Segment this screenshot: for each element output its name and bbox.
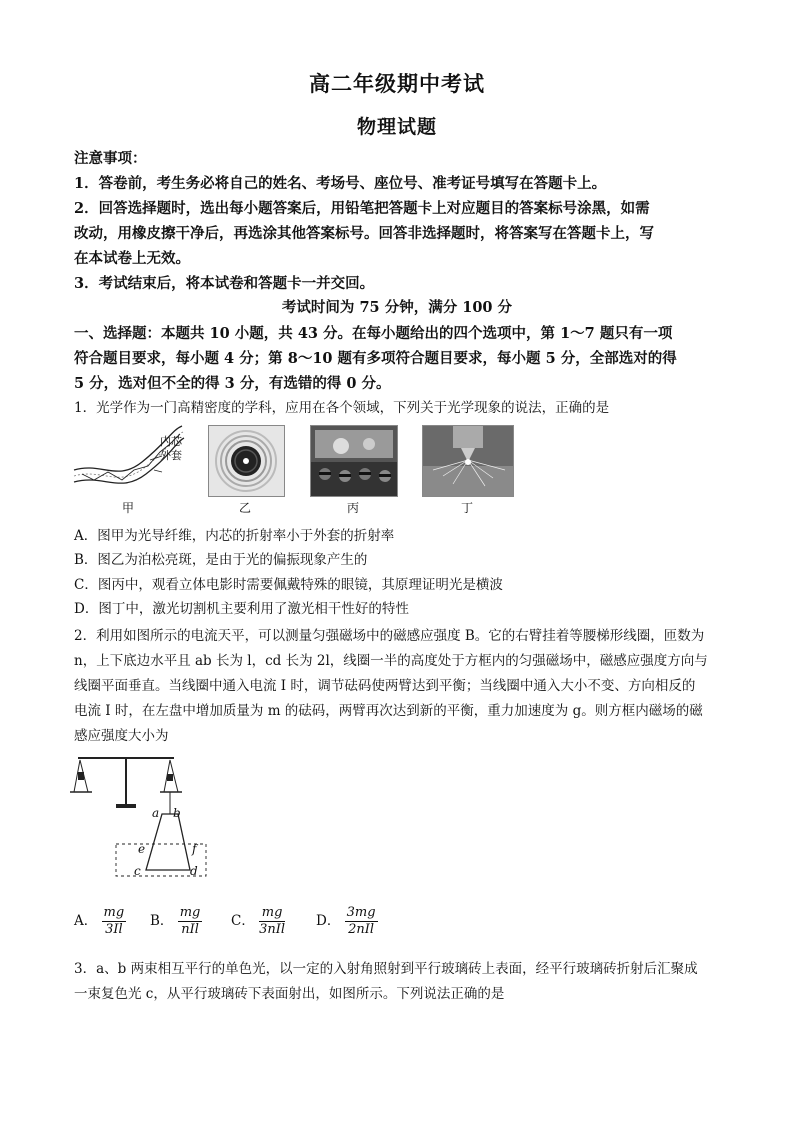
question-2-stem: n，上下底边水平且 ab 长为 l，cd 长为 2l，线圈一半的高度处于方框内的匀强磁场中，磁感应强度方向与 — [74, 653, 708, 669]
exam-title: 高二年级期中考试 — [309, 71, 485, 96]
notice-item: 2．回答选择题时，选出每小题答案后，用铅笔把答题卡上对应题目的答案标号涂黑，如需 — [74, 200, 650, 217]
notice-item: 1．答卷前，考生务必将自己的姓名、考场号、座位号、准考证号填写在答题卡上。 — [74, 175, 607, 192]
coil-label-a: a — [152, 806, 160, 820]
question-2-option-a: A． $\frac{mg}{3Il}$ — [74, 905, 125, 937]
fiber-cladding-label: 外套 — [160, 449, 182, 462]
question-3-stem: 一束复色光 c，从平行玻璃砖下表面射出，如图所示。下列说法正确的是 — [74, 986, 505, 1002]
notice-item: 改动，用橡皮擦干净后，再选涂其他答案标号。回答非选择题时，将答案写在答题卡上，写 — [74, 225, 654, 242]
coil-label-b: b — [173, 806, 181, 820]
question-1-option-c: C．图丙中，观看立体电影时需要佩戴特殊的眼镜，其原理证明光是横波 — [74, 577, 503, 593]
question-1-option-d: D．图丁中，激光切割机主要利用了激光相干性好的特性 — [74, 601, 409, 617]
3d-movie-image — [310, 425, 398, 497]
question-1-option-b: B．图乙为泊松亮斑，是由于光的偏振现象产生的 — [74, 552, 368, 568]
question-2-stem: 2．利用如图所示的电流天平，可以测量匀强磁场中的磁感应强度 B。它的右臂挂着等腰梯形线圈，匝数为 — [74, 628, 705, 644]
question-2-option-d: D． $\frac{3mg}{\text{2nIl}}$ — [316, 905, 376, 937]
coil-label-d: d — [190, 864, 198, 878]
time-info: 考试时间为 75 分钟，满分 100 分 — [281, 299, 513, 316]
question-1-stem: 1．光学作为一门高精密度的学科，应用在各个领域，下列关于光学现象的说法，正确的是 — [74, 400, 610, 416]
figure-label-yi: 乙 — [238, 501, 251, 515]
coil-label-c: c — [134, 864, 141, 878]
question-2-option-b: B． $\frac{mg}{\text{nIl}}$ — [150, 905, 201, 937]
section-instructions: 一、选择题：本题共 10 小题，共 43 分。在每小题给出的四个选项中，第 1～7 题只有一项 — [74, 325, 673, 342]
notice-item: 在本试卷上无效。 — [74, 250, 190, 267]
question-3-stem: 3．a、b 两束相互平行的单色光，以一定的入射角照射到平行玻璃砖上表面，经平行玻璃砖折射后汇聚成 — [74, 961, 698, 977]
figure-label-ding: 丁 — [460, 501, 473, 515]
question-2-stem: 电流 I 时，在左盘中增加质量为 m 的砝码，两臂再次达到新的平衡，重力加速度为 g。则方框内磁场的磁 — [74, 703, 703, 719]
coil-label-e: e — [138, 842, 146, 856]
coil-label-f: f — [192, 842, 197, 856]
section-instructions: 5 分，选对但不全的得 3 分，有选错的得 0 分。 — [74, 375, 391, 392]
current-balance-figure — [70, 752, 210, 882]
notice-heading: 注意事项： — [74, 150, 147, 167]
notice-item: 3．考试结束后，将本试卷和答题卡一并交回。 — [74, 275, 375, 292]
figure-label-jia: 甲 — [121, 501, 134, 515]
fiber-core-label: 内芯 — [160, 435, 182, 448]
laser-cutter-image — [422, 425, 514, 497]
question-1-option-a: A．图甲为光导纤维，内芯的折射率小于外套的折射率 — [74, 528, 395, 544]
question-2-stem: 线圈平面垂直。当线圈中通入电流 I 时，调节砝码使两臂达到平衡；当线圈中通入大小不变、方向相反的 — [74, 678, 696, 694]
exam-subject: 物理试题 — [356, 116, 437, 138]
question-2-option-c: C． $\frac{mg}{\text{3nIl}}$ — [231, 905, 286, 937]
figure-label-bing: 丙 — [346, 501, 359, 515]
question-2-stem: 感应强度大小为 — [74, 728, 169, 744]
section-instructions: 符合题目要求，每小题 4 分；第 8～10 题有多项符合题目要求，每小题 5 分，全部选对的得 — [74, 350, 677, 367]
poisson-spot-image — [208, 425, 285, 497]
